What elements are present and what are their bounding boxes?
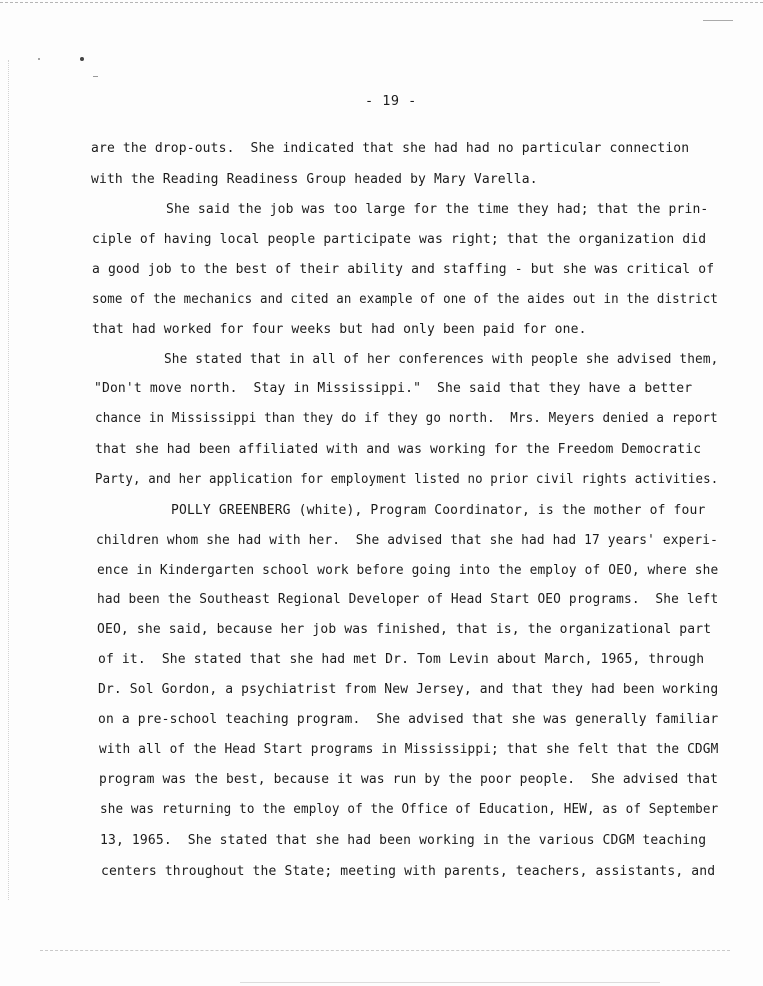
text-line: ciple of having local people participate was right; that the organization did [92, 232, 707, 247]
scan-edge-top [0, 2, 763, 3]
text-line: with all of the Head Start programs in Mississippi; that she felt that the CDGM [99, 742, 719, 757]
text-line: that had worked for four weeks but had only been paid for one. [92, 322, 587, 337]
text-line: that she had been affiliated with and was working for the Freedom Democratic [95, 442, 702, 457]
text-line: program was the best, because it was run by the poor people. She advised that [99, 772, 719, 787]
text-line: Party, and her application for employment listed no prior civil rights activities. [95, 472, 719, 487]
scan-speck [80, 57, 84, 61]
text-line: of it. She stated that she had met Dr. Tom Levin about March, 1965, through [98, 652, 705, 667]
text-line: OEO, she said, because her job was finished, that is, the organizational part [97, 622, 712, 637]
text-line: "Don't move north. Stay in Mississippi." She said that they have a better [94, 381, 693, 396]
scan-speck [93, 76, 98, 77]
text-line: a good job to the best of their ability and staffing - but she was critical of [92, 262, 715, 277]
text-line: She stated that in all of her conferences with people she advised them, [164, 352, 719, 367]
text-line: 13, 1965. She stated that she had been working in the various CDGM teaching [100, 833, 707, 848]
text-line: some of the mechanics and cited an example of one of the aides out in the district [92, 292, 718, 307]
text-line: Dr. Sol Gordon, a psychiatrist from New Jersey, and that they had been working [98, 682, 719, 697]
text-line: she was returning to the employ of the Office of Education, HEW, as of September [100, 802, 719, 817]
text-line: chance in Mississippi than they do if they go north. Mrs. Meyers denied a report [95, 411, 718, 426]
scan-edge-bottom-rule [240, 982, 660, 983]
text-line: had been the Southeast Regional Developer of Head Start OEO programs. She left [97, 592, 719, 607]
page-number: - 19 - [365, 93, 417, 109]
text-line: ence in Kindergarten school work before going into the employ of OEO, where she [97, 563, 719, 578]
text-line: centers throughout the State; meeting with parents, teachers, assistants, and [101, 864, 716, 879]
scan-speck [38, 58, 40, 60]
text-line: are the drop-outs. She indicated that she had had no particular connection [91, 141, 690, 156]
scan-speck [703, 20, 733, 21]
text-line: She said the job was too large for the time they had; that the prin- [166, 202, 709, 217]
text-line: with the Reading Readiness Group headed by Mary Varella. [91, 172, 538, 187]
scan-edge-bottom [40, 950, 730, 951]
scan-edge-left [8, 60, 9, 900]
text-line: POLLY GREENBERG (white), Program Coordinator, is the mother of four [171, 503, 706, 518]
text-line: on a pre-school teaching program. She advised that she was generally familiar [98, 712, 719, 727]
text-line: children whom she had with her. She advised that she had had 17 years' experi- [96, 533, 718, 548]
